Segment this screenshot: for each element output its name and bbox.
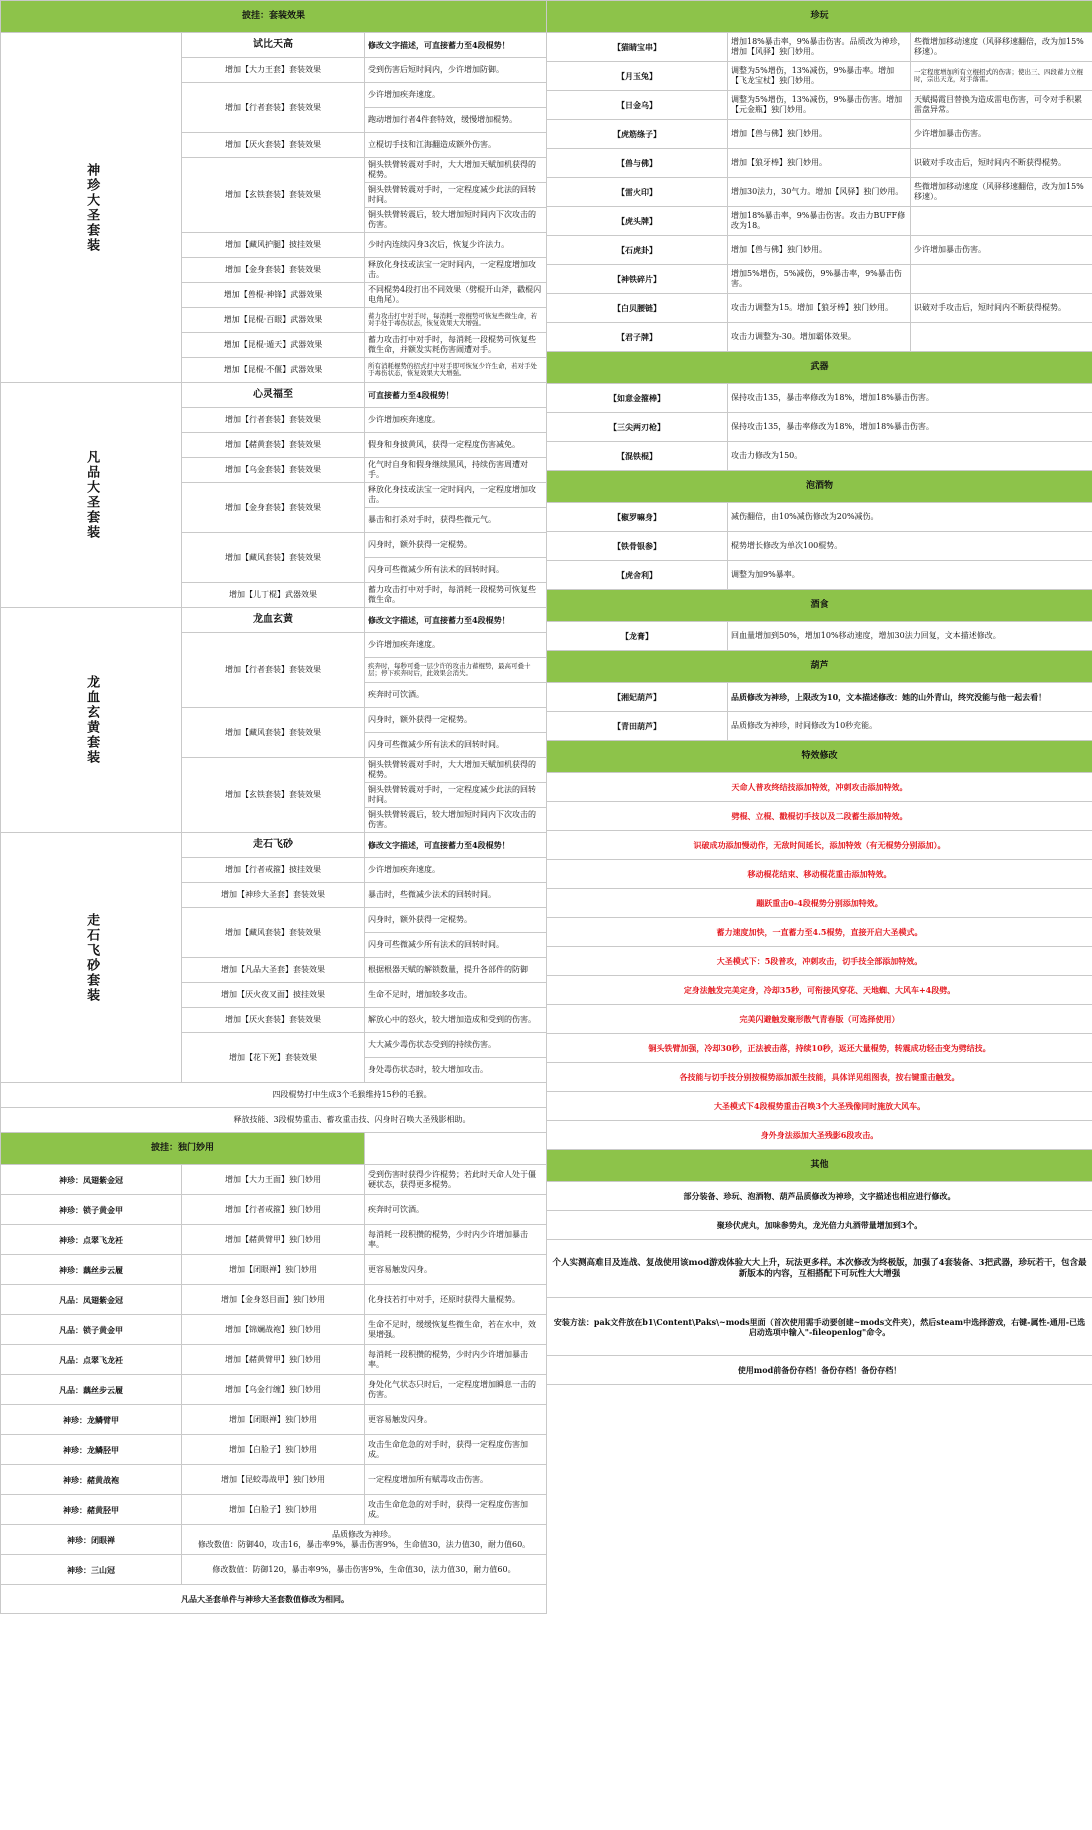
table-row	[1, 1195, 547, 1225]
table-row	[1, 1225, 547, 1255]
treasure-extra: 些微增加移动速度（风驿移速翻倍，改为加15%移速）。	[911, 33, 1092, 62]
item-desc: 攻击力修改为150。	[728, 442, 1092, 471]
treasure-name: 【虎头牌】	[547, 207, 728, 236]
closing-note: 凡品大圣套单件与神珍大圣套数值修改为相同。	[1, 1585, 547, 1614]
table-row	[547, 741, 1092, 773]
footer-note: 释放技能、3段棍势重击、蓄攻重击技、闪身时召唤大圣残影相助。	[1, 1108, 547, 1133]
set-effect-label: 增加【赭黄套装】套装效果	[182, 433, 365, 458]
table-row	[1, 833, 547, 858]
unique-effect-label: 增加【乌金行缠】独门妙用	[182, 1375, 365, 1405]
table-row	[1, 1525, 547, 1555]
set-effect-label: 增加【厌火套装】套装效果	[182, 1008, 365, 1033]
set-effect-label: 增加【厌火夜叉面】披挂效果	[182, 983, 365, 1008]
table-row	[547, 352, 1092, 384]
unique-effect-text: 攻击生命危急的对手时，获得一定程度伤害加成。	[365, 1495, 547, 1525]
unique-effect-text: 攻击生命危急的对手时，获得一定程度伤害加成。	[365, 1435, 547, 1465]
set-effect-text: 释放化身技或法宝一定时间内，一定程度增加攻击。	[365, 483, 547, 508]
table-row	[547, 442, 1092, 471]
table-row	[547, 1005, 1092, 1034]
set-effect-text: 立棍切手技和江海翻造成额外伤害。	[365, 133, 547, 158]
table-row	[1, 1165, 547, 1195]
effect-change: 蓄力速度加快，一直蓄力至4.5棍势，直接开启大圣模式。	[547, 918, 1092, 947]
unique-effect-label: 增加【闭眼禅】独门妙用	[182, 1255, 365, 1285]
equipment-name: 凡品：凤翅紫金冠	[1, 1285, 182, 1315]
equipment-name: 神珍：龙鳞胫甲	[1, 1435, 182, 1465]
treasure-desc: 增加30法力，30气力。增加【风驿】独门妙用。	[728, 178, 911, 207]
set-effect-label: 增加【乌金套装】套装效果	[182, 458, 365, 483]
set-effect-text: 铜头铁臂转震对手时，大大增加天赋加机获得的棍势。	[365, 758, 547, 783]
section-header: 酒食	[547, 590, 1092, 622]
set-title: 心灵福至	[182, 383, 365, 408]
table-row	[547, 384, 1092, 413]
table-row	[1, 1285, 547, 1315]
item-desc: 品质修改为神珍，时间修改为10秒充能。	[728, 712, 1092, 741]
other-note: 部分装备、珍玩、泡酒物、葫芦品质修改为神珍，文字描述也相应进行修改。	[547, 1182, 1092, 1211]
other-note: 个人实测高难目及连战、复战使用该mod游戏体验大大上升，玩法更多样。本次修改为终极版，加强了4套装备、3把武器，珍玩若干，包含最新版本的内容，互相搭配下可玩性大大增强	[547, 1240, 1092, 1298]
table-row	[547, 236, 1092, 265]
set-effect-label: 增加【玄铁套装】套装效果	[182, 158, 365, 233]
set-effect-label: 增加【玄铁套装】套装效果	[182, 758, 365, 833]
table-row	[1, 1435, 547, 1465]
table-row	[547, 149, 1092, 178]
set-effect-text: 铜头铁臂转震对手时，一定程度减少此法的回转时间。	[365, 183, 547, 208]
set-effect-label: 增加【花下死】套装效果	[182, 1033, 365, 1083]
set-effect-label: 增加【行者套装】套装效果	[182, 408, 365, 433]
set-effect-text: 跑动增加行者4件套特效，缓慢增加棍势。	[365, 108, 547, 133]
empty-cell	[365, 1133, 547, 1165]
unique-effect-label: 增加【昆蛟毒战甲】独门妙用	[182, 1465, 365, 1495]
set-effect-text: 少许增加疾奔速度。	[365, 408, 547, 433]
set-effect-label: 增加【厌火套装】套装效果	[182, 133, 365, 158]
table-row	[547, 1121, 1092, 1150]
table-row	[547, 323, 1092, 352]
unique-effect-label: 增加【白脸子】独门妙用	[182, 1495, 365, 1525]
treasure-name: 【石虎卦】	[547, 236, 728, 265]
set-effect-label: 增加【神珍大圣套】套装效果	[182, 883, 365, 908]
treasure-name: 【猫睛宝串】	[547, 33, 728, 62]
table-row	[547, 918, 1092, 947]
item-name: 【青田葫芦】	[547, 712, 728, 741]
effect-change: 劈棍、立棍、戳棍切手技以及二段蓄生添加特效。	[547, 802, 1092, 831]
table-row	[1, 1375, 547, 1405]
treasure-desc: 增加【狼牙棒】独门妙用。	[728, 149, 911, 178]
treasure-extra: 识破对手攻击后，短时间内不断获得棍势。	[911, 294, 1092, 323]
treasure-extra: 少许增加暴击伤害。	[911, 120, 1092, 149]
set-effect-text: 铜头铁臂转震对手时，大大增加天赋加机获得的棍势。	[365, 158, 547, 183]
table-row	[547, 712, 1092, 741]
table-row	[547, 294, 1092, 323]
item-name: 【三尖两刃枪】	[547, 413, 728, 442]
effect-change: 蹦跃重击0-4段棍势分别添加特效。	[547, 889, 1092, 918]
set-effect-text: 少时内连续闪身3次后，恢复少许法力。	[365, 233, 547, 258]
item-name: 【椒罗嘛身】	[547, 503, 728, 532]
unique-effect-label: 增加【金身怒目面】独门妙用	[182, 1285, 365, 1315]
set-title: 试比天高	[182, 33, 365, 58]
stat-line: 修改数值：防御40，攻击16，暴击率9%，暴击伤害9%，生命值30，法力值30，耐力值60。	[197, 1539, 531, 1549]
table-row	[547, 471, 1092, 503]
set-effect-text: 闪身可些微减少所有法术的回转时间。	[365, 733, 547, 758]
set-effect-text: 修改文字描述，可直接蓄力至4段棍势！	[365, 833, 547, 858]
set-effect-text: 暴击和打杀对手时，获得些微元气。	[365, 508, 547, 533]
other-note: 安装方法：pak文件放在b1\Content\Paks\~mods里面（首次使用需手动要创建~mods文件夹），然后steam中选择游戏，右键-属性-通用-已选启动选项中输入"-fileopenlog"命令。	[547, 1298, 1092, 1356]
set-effect-label: 增加【凡品大圣套】套装效果	[182, 958, 365, 983]
set-effect-text: 少许增加疾奔速度。	[365, 83, 547, 108]
effect-change: 识破成功添加慢动作，无敌时间延长，添加特效（有无棍势分别添加）。	[547, 831, 1092, 860]
set-effect-text: 大大减少毒伤状态受到的持续伤害。	[365, 1033, 547, 1058]
set-group-name: 神珍大圣套装	[1, 33, 182, 383]
unique-effect-text: 更容易触发闪身。	[365, 1255, 547, 1285]
unique-effect-text: 每消耗一段积攒的棍势，少时内少许增加暴击率。	[365, 1225, 547, 1255]
set-effect-text: 蓄力攻击打中对手时，每消耗一段棍势可恢复些微生命，并额发实耗伤害闹遭对手。	[365, 333, 547, 358]
table-row	[547, 62, 1092, 91]
treasure-name: 【白贝腰链】	[547, 294, 728, 323]
table-row	[547, 622, 1092, 651]
unique-effect-label: 增加【赭黄臂甲】独门妙用	[182, 1225, 365, 1255]
treasure-desc: 增加【兽与佛】独门妙用。	[728, 236, 911, 265]
set-effect-text: 化气时自身和假身继续黑风，持续伤害周遭对手。	[365, 458, 547, 483]
equipment-name: 神珍：点翠飞龙衽	[1, 1225, 182, 1255]
set-effect-label: 增加【行者套装】套装效果	[182, 83, 365, 133]
item-name: 【虎舍利】	[547, 561, 728, 590]
effect-change: 大圣模式下4段棍势重击召唤3个大圣残像同时施放大风车。	[547, 1092, 1092, 1121]
section-header: 葫芦	[547, 651, 1092, 683]
effect-change: 铜头铁臂加强，冷却30秒，正法被击落，持续10秒，返还大量棍势，转震成功轻击变为劈结技。	[547, 1034, 1092, 1063]
table-row	[1, 1083, 547, 1108]
unique-effect-label: 增加【闭眼禅】独门妙用	[182, 1405, 365, 1435]
effect-change: 天命人普攻终结技添加特效，冲刺攻击添加特效。	[547, 773, 1092, 802]
treasure-extra: 天赋揭霞目替换为造成雷电伤害，可令对手积累雷盘异常。	[911, 91, 1092, 120]
treasure-desc: 攻击力调整为15。增加【狼牙棒】独门妙用。	[728, 294, 911, 323]
set-effect-text: 受到伤害后短时间内，少许增加防御。	[365, 58, 547, 83]
unique-effect-text: 一定程度增加所有赋毒攻击伤害。	[365, 1465, 547, 1495]
table-row	[1, 1465, 547, 1495]
effect-change: 各技能与切手技分别按棍势添加派生技能，具体详见组图表，按右键重击触发。	[547, 1063, 1092, 1092]
unique-effect-label: 增加【行者戒箍】独门妙用	[182, 1195, 365, 1225]
section-header: 披挂：独门妙用	[1, 1133, 365, 1165]
other-note: 聚珍伏虎丸，加味参势丸，龙光倍力丸酒带量增加到3个。	[547, 1211, 1092, 1240]
treasure-name: 【雷火印】	[547, 178, 728, 207]
set-effect-label: 增加【昆棍·遁天】武器效果	[182, 333, 365, 358]
table-row	[547, 532, 1092, 561]
treasure-name: 【月玉兔】	[547, 62, 728, 91]
set-title: 龙血玄黄	[182, 608, 365, 633]
equipment-name: 凡品：点翠飞龙衽	[1, 1345, 182, 1375]
set-effect-text: 疾奔时，每秒可叠一层少许的攻击力蓄棍势，最高可叠十层；停下疾奔时后，此效果会消失。	[365, 658, 547, 683]
equipment-name: 神珍：龙鳞臂甲	[1, 1405, 182, 1435]
unique-effect-text: 身处化气状态只时后，一定程度增加瞬息一击的伤害。	[365, 1375, 547, 1405]
table-row	[547, 590, 1092, 622]
item-desc: 回血量增加到50%，增加10%移动速度，增加30法力回复，文本描述修改。	[728, 622, 1092, 651]
set-effect-text: 蓄力攻击打中对手时，每消耗一段棍势可恢复些微生命。	[365, 583, 547, 608]
table-row	[547, 773, 1092, 802]
set-effect-label: 增加【金身套装】套装效果	[182, 258, 365, 283]
set-effect-text: 铜头铁臂转震对手时，一定程度减少此法的回转时间。	[365, 783, 547, 808]
section-header: 其他	[547, 1150, 1092, 1182]
item-name: 【湘妃葫芦】	[547, 683, 728, 712]
set-effect-text: 闪身可些微减少所有法术的回转时间。	[365, 558, 547, 583]
effect-change: 身外身法添加大圣残影6段攻击。	[547, 1121, 1092, 1150]
unique-effect-label: 增加【白脸子】独门妙用	[182, 1435, 365, 1465]
equipment-name: 神珍：锁子黄金甲	[1, 1195, 182, 1225]
treasure-desc: 增加5%增伤，5%减伤，9%暴击率，9%暴击伤害。	[728, 265, 911, 294]
effect-change: 定身法触发完美定身，冷却35秒，可衔接风穿花、天地蜘、大风车+4段劈。	[547, 976, 1092, 1005]
table-row	[547, 1, 1092, 33]
table-row	[547, 207, 1092, 236]
table-row	[547, 1211, 1092, 1240]
set-effect-text: 闪身时，额外获得一定棍势。	[365, 708, 547, 733]
treasure-extra: 一定程度增加所有立棍招式的伤害；使出三、四段蓄力立棍时，宗出天龙，对手落雷。	[911, 62, 1092, 91]
section-header: 泡酒物	[547, 471, 1092, 503]
set-effect-label: 增加【兽棍·神锋】武器效果	[182, 283, 365, 308]
treasure-extra	[911, 207, 1092, 236]
treasure-extra	[911, 323, 1092, 352]
other-note: 使用mod前备份存档！备份存档！备份存档！	[547, 1356, 1092, 1385]
table-row	[547, 120, 1092, 149]
table-row	[547, 1092, 1092, 1121]
equipment-panel	[0, 0, 546, 1614]
item-desc: 减伤翻倍，由10%减伤修改为20%减伤。	[728, 503, 1092, 532]
unique-effect-text: 化身技若打中对手，还原时获得大量棍势。	[365, 1285, 547, 1315]
table-row	[547, 1240, 1092, 1298]
stat-change-text	[182, 1555, 547, 1585]
table-row	[1, 33, 547, 58]
unique-effect-text: 更容易触发闪身。	[365, 1405, 547, 1435]
equipment-name: 神珍：闭眼禅	[1, 1525, 182, 1555]
treasure-name: 【兽与佛】	[547, 149, 728, 178]
set-effect-label: 增加【藏风套装】套装效果	[182, 533, 365, 583]
unique-effect-text: 每消耗一段积攒的棍势，少时内少许增加暴击率。	[365, 1345, 547, 1375]
set-effect-text: 少许增加疾奔速度。	[365, 858, 547, 883]
effect-change: 移动棍花结束、移动棍花重击添加特效。	[547, 860, 1092, 889]
equipment-name: 神珍：三山冠	[1, 1555, 182, 1585]
set-effect-label: 增加【大力王套】套装效果	[182, 58, 365, 83]
table-row	[547, 831, 1092, 860]
equipment-name: 神珍：赭黄战袍	[1, 1465, 182, 1495]
unique-effect-text: 受到伤害时获得少许棍势；若此时天命人处于僵硬状态，获得更多棍势。	[365, 1165, 547, 1195]
section-header: 武器	[547, 352, 1092, 384]
set-effect-text: 暴击时，些微减少法术的回转时间。	[365, 883, 547, 908]
table-row	[547, 976, 1092, 1005]
set-effect-text: 铜头铁臂转震后，较大增加短时间内下次攻击的伤害。	[365, 208, 547, 233]
set-effect-text: 可直接蓄力至4段棍势！	[365, 383, 547, 408]
table-row	[547, 413, 1092, 442]
item-name: 【铁骨银参】	[547, 532, 728, 561]
set-effect-label: 增加【儿丁棍】武器效果	[182, 583, 365, 608]
item-desc: 调整为加9%暴率。	[728, 561, 1092, 590]
set-effect-text: 闪身时，额外获得一定棍势。	[365, 533, 547, 558]
treasure-extra	[911, 265, 1092, 294]
set-effect-text: 修改文字描述，可直接蓄力至4段棍势！	[365, 608, 547, 633]
set-effect-text: 不同棍势4段打出不同效果（劈棍开山斧，戳棍闪电角尾）。	[365, 283, 547, 308]
section-header: 披挂：套装效果	[1, 1, 547, 33]
set-effect-label: 增加【行者戒箍】披挂效果	[182, 858, 365, 883]
equipment-name: 神珍：藕丝步云履	[1, 1255, 182, 1285]
treasure-extra: 少许增加暴击伤害。	[911, 236, 1092, 265]
section-header: 珍玩	[547, 1, 1092, 33]
footer-note: 四段棍势打中生成3个毛猴维持15秒的毛猴。	[1, 1083, 547, 1108]
set-effect-text: 修改文字描述，可直接蓄力至4段棍势！	[365, 33, 547, 58]
set-effect-text: 根据根器天赋的解锁数量，提升各部件的防御	[365, 958, 547, 983]
set-group-name: 走石飞砂套装	[1, 833, 182, 1083]
stat-change-text	[182, 1525, 547, 1555]
set-group-name: 凡品大圣套装	[1, 383, 182, 608]
set-effects-table	[0, 0, 547, 1614]
treasure-desc: 增加18%暴击率，9%暴击伤害。品质改为神珍，增加【风驿】独门妙用。	[728, 33, 911, 62]
treasure-desc: 增加18%暴击率，9%暴击伤害。攻击力BUFF修改为18。	[728, 207, 911, 236]
set-effect-text: 少许增加疾奔速度。	[365, 633, 547, 658]
table-row	[547, 265, 1092, 294]
unique-effect-label: 增加【锦斓战袍】独门妙用	[182, 1315, 365, 1345]
set-effect-label: 增加【金身套装】套装效果	[182, 483, 365, 533]
table-row	[1, 1585, 547, 1614]
set-effect-label: 增加【藏风套装】套装效果	[182, 708, 365, 758]
treasure-desc: 调整为5%增伤，13%减伤，9%暴击率。增加【飞龙宝杖】独门妙用。	[728, 62, 911, 91]
table-row	[1, 608, 547, 633]
table-row	[547, 178, 1092, 207]
table-row	[547, 1063, 1092, 1092]
table-row	[1, 383, 547, 408]
effect-change: 完美闪避触发聚形散气青春版（可选择使用）	[547, 1005, 1092, 1034]
treasure-name: 【君子牌】	[547, 323, 728, 352]
equipment-name: 神珍：凤翅紫金冠	[1, 1165, 182, 1195]
table-row	[547, 503, 1092, 532]
set-effect-text: 假身和身披黄风，获得一定程度伤害减免。	[365, 433, 547, 458]
item-desc: 保持攻击135，暴击率修改为18%，增加18%暴击伤害。	[728, 384, 1092, 413]
set-effect-text: 解放心中的怒火，较大增加造成和受到的伤害。	[365, 1008, 547, 1033]
equipment-name: 凡品：锁子黄金甲	[1, 1315, 182, 1345]
effect-change: 大圣模式下：5段普攻，冲刺攻击，切手技全部添加特效。	[547, 947, 1092, 976]
table-row	[547, 1182, 1092, 1211]
treasure-extra: 识破对手攻击后，短时间内不断获得棍势。	[911, 149, 1092, 178]
table-row	[547, 651, 1092, 683]
section-header: 特效修改	[547, 741, 1092, 773]
table-row	[547, 1034, 1092, 1063]
set-effect-text: 生命不足时，增加较多攻击。	[365, 983, 547, 1008]
table-row	[1, 1345, 547, 1375]
set-title: 走石飞砂	[182, 833, 365, 858]
set-effect-label: 增加【藏风护腿】披挂效果	[182, 233, 365, 258]
item-desc: 品质修改为神珍，上限改为10，文本描述修改：她的山外青山，终究没能与他一起去看！	[728, 683, 1092, 712]
set-effect-text: 所有消耗棍势的招式打中对手即可恢复少许生命，若对手处于毒伤状态，恢复效果大大增强。	[365, 358, 547, 383]
table-row	[1, 1, 547, 33]
treasure-table	[546, 0, 1092, 1385]
set-effect-label: 增加【昆棍·百眼】武器效果	[182, 308, 365, 333]
item-desc: 保持攻击135，暴击率修改为18%，增加18%暴击伤害。	[728, 413, 1092, 442]
unique-effect-label: 增加【赭黄臂甲】独门妙用	[182, 1345, 365, 1375]
set-effect-text: 铜头铁臂转震后，较大增加短时间内下次攻击的伤害。	[365, 808, 547, 833]
set-effect-text: 身处毒伤状态时，较大增加攻击。	[365, 1058, 547, 1083]
treasure-name: 【神铁碎片】	[547, 265, 728, 294]
unique-effect-text: 疾奔时可饮酒。	[365, 1195, 547, 1225]
set-effect-text: 闪身可些微减少所有法术的回转时间。	[365, 933, 547, 958]
treasure-panel	[546, 0, 1092, 1385]
equipment-name: 神珍：赭黄胫甲	[1, 1495, 182, 1525]
table-row	[547, 561, 1092, 590]
treasure-desc: 调整为5%增伤，13%减伤，9%暴击伤害。增加【元金瓶】独门妙用。	[728, 91, 911, 120]
treasure-desc: 增加【兽与佛】独门妙用。	[728, 120, 911, 149]
table-row	[1, 1555, 547, 1585]
item-name: 【如意金箍棒】	[547, 384, 728, 413]
table-row	[547, 947, 1092, 976]
table-row	[547, 889, 1092, 918]
table-row	[1, 1255, 547, 1285]
table-row	[547, 1356, 1092, 1385]
set-effect-text: 疾奔时可饮酒。	[365, 683, 547, 708]
item-name: 【混铁棍】	[547, 442, 728, 471]
table-row	[1, 1495, 547, 1525]
set-group-name: 龙血玄黄套装	[1, 608, 182, 833]
table-row	[1, 1405, 547, 1435]
unique-effect-text: 生命不足时，缓缓恢复些微生命，若在水中，效果增强。	[365, 1315, 547, 1345]
table-row	[547, 1150, 1092, 1182]
treasure-desc: 攻击力调整为-30。增加霸体效果。	[728, 323, 911, 352]
table-row	[547, 1298, 1092, 1356]
treasure-name: 【日金乌】	[547, 91, 728, 120]
table-row	[547, 91, 1092, 120]
set-effect-text: 闪身时，额外获得一定棍势。	[365, 908, 547, 933]
table-row	[547, 802, 1092, 831]
set-effect-label: 增加【行者套装】套装效果	[182, 633, 365, 708]
set-effect-text: 释放化身技或法宝一定时间内，一定程度增加攻击。	[365, 258, 547, 283]
treasure-name: 【虎筋绦子】	[547, 120, 728, 149]
set-effect-label: 增加【昆棍·不偃】武器效果	[182, 358, 365, 383]
treasure-extra: 些微增加移动速度（风驿移速翻倍，改为加15%移速）。	[911, 178, 1092, 207]
stat-line: 修改数值：防御120，暴击率9%，暴击伤害9%，生命值30，法力值30，耐力值60。	[212, 1564, 516, 1574]
item-name: 【龙膏】	[547, 622, 728, 651]
table-row	[1, 1108, 547, 1133]
table-row	[1, 1133, 547, 1165]
equipment-name: 凡品：藕丝步云履	[1, 1375, 182, 1405]
table-row	[547, 683, 1092, 712]
set-effect-label: 增加【藏风套装】套装效果	[182, 908, 365, 958]
stat-line: 品质修改为神珍。	[332, 1529, 397, 1539]
table-row	[547, 860, 1092, 889]
table-row	[547, 33, 1092, 62]
item-desc: 棍势增长修改为单次100棍势。	[728, 532, 1092, 561]
table-row	[1, 1315, 547, 1345]
set-effect-text: 蓄力攻击打中对手时，每消耗一段棍势可恢复些微生命，若对手处于毒伤状态，恢复效果大大增强。	[365, 308, 547, 333]
unique-effect-label: 增加【大力王面】独门妙用	[182, 1165, 365, 1195]
